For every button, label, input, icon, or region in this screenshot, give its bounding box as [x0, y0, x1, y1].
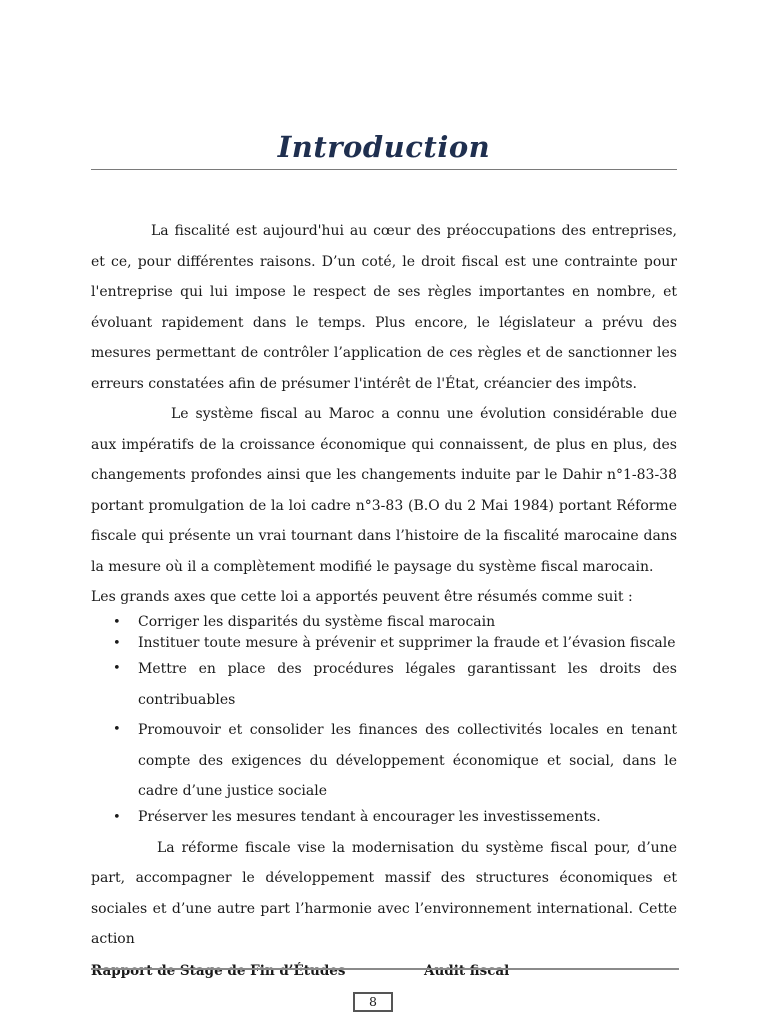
footer-report-title: Rapport de Stage de Fin d’Études: [91, 963, 346, 979]
list-item-text: Instituer toute mesure à prévenir et supprimer la fraude et l’évasion fiscale: [138, 635, 676, 651]
list-item-text: Corriger les disparités du système fiscal marocain: [138, 614, 496, 630]
list-item: [91, 715, 677, 807]
footer-divider: [91, 968, 679, 970]
bullet-icon: •: [113, 636, 121, 651]
bullet-icon: •: [113, 661, 121, 676]
bullet-icon: •: [113, 722, 121, 737]
list-item-text: Préserver les mesures tendant à encourager les investissements.: [138, 808, 601, 825]
title-divider: [91, 169, 677, 170]
list-item-text: Promouvoir et consolider les finances des collectivités locales en tenant compte des exigences du développement économique et social, dans le cadre d’une justice sociale: [138, 722, 677, 799]
paragraph-reform: La réforme fiscale vise la modernisation du système fiscal pour, d’une part, accompagner le développement massif des structures économiques et sociales et d’une autre part l’harmonie avec l’environnement international. Cette action: [91, 839, 677, 947]
axes-list: [91, 612, 677, 828]
list-item: [91, 807, 677, 828]
paragraph-axes-intro: Les grands axes que cette loi a apportés peuvent être résumés comme suit :: [91, 589, 633, 605]
bullet-icon: •: [113, 615, 121, 630]
footer-section-title: Audit fiscal: [424, 963, 510, 979]
paragraph-intro: La fiscalité est aujourd'hui au cœur des préoccupations des entreprises, et ce, pour différentes raisons. D’un coté, le droit fiscal est une contrainte pour l'entreprise qui lui impose le respect de ses règles importantes en nombre, et évoluant rapidement dans le temps. Plus encore, le législateur a prévu des mesures permettant de contrôler l’application de ces règles et de sanctionner les erreurs constatées afin de présumer l'intérêt de l'État, créancier des impôts.: [91, 223, 677, 392]
bullet-icon: •: [113, 809, 121, 825]
document-body: [91, 216, 677, 955]
page-title: Introduction: [277, 130, 491, 164]
list-item: [91, 633, 677, 654]
page-number: 8: [353, 992, 393, 1012]
paragraph-evolution: Le système fiscal au Maroc a connu une évolution considérable due aux impératifs de la croissance économique qui connaissent, de plus en plus, des changements profondes ainsi que les changements induite par le Dahir n°1-83-38 portant promulgation de la loi cadre n°3-83 (B.O du 2 Mai 1984) portant Réforme fiscale qui présente un vrai tournant dans l’histoire de la fiscalité marocaine dans la mesure où il a complètement modifié le paysage du système fiscal marocain.: [91, 406, 677, 575]
list-item: [91, 612, 677, 633]
list-item: [91, 654, 677, 715]
list-item-text: Mettre en place des procédures légales garantissant les droits des contribuables: [138, 661, 677, 708]
